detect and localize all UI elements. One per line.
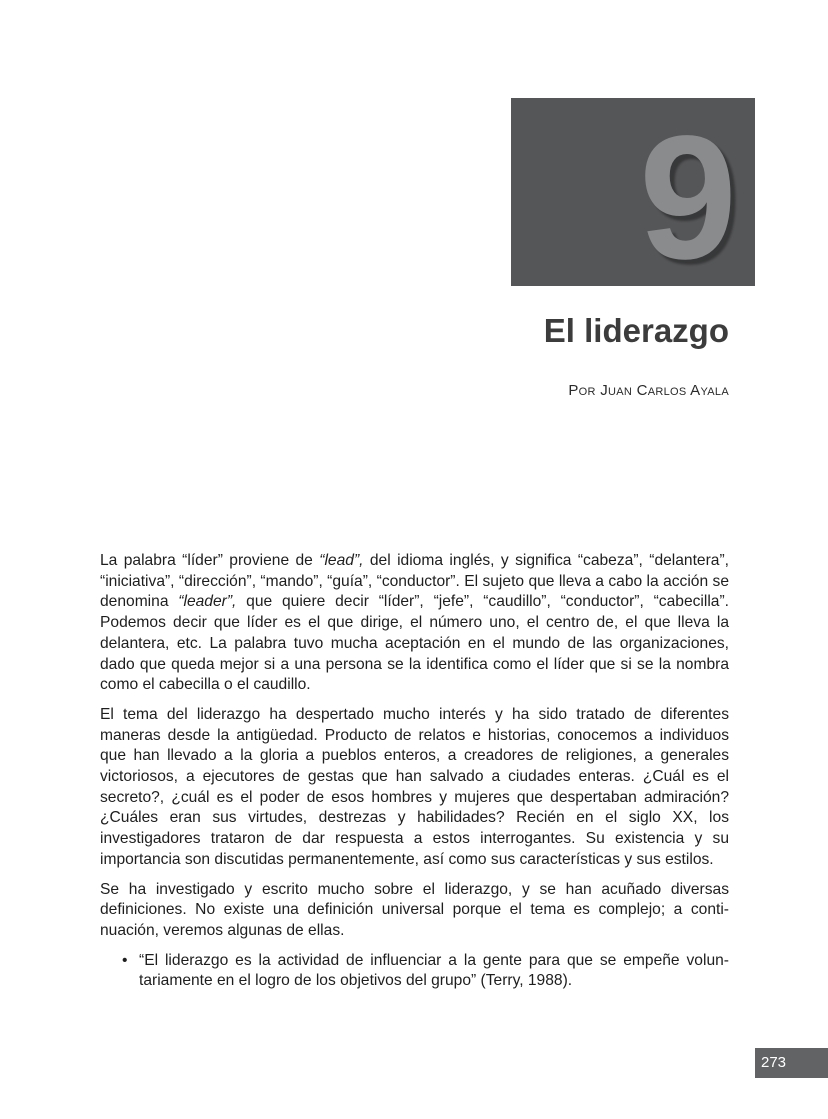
term-lead: “lead”, bbox=[319, 552, 364, 569]
chapter-title: El liderazgo bbox=[543, 312, 729, 349]
page-number: 273 bbox=[755, 1048, 828, 1078]
body-text bbox=[100, 551, 729, 992]
list-item: • “El liderazgo es la actividad de influenciar a la gente para que se empeñe voluntariamente en el logro de los objetivos del grupo” (Terry, 1988). bbox=[122, 951, 729, 992]
paragraph-3: Se ha investigado y escrito mucho sobre el liderazgo, y se han acuñado diversas definiciones. No existe una definición universal porque el tema es complejo; a continuación, veremos algunas de ellas. bbox=[100, 880, 729, 939]
paragraph-1 bbox=[100, 551, 729, 696]
definition-list bbox=[100, 951, 729, 992]
paragraph-1-text-b: del idioma inglés, y significa “cabeza”, “delantera”, “iniciativa”, “dirección”, “mando”, “guía”, “conductor”. El sujeto que lleva a cabo la acción se denomina bbox=[100, 552, 729, 611]
author-byline: Por Juan Carlos Ayala bbox=[568, 382, 729, 399]
paragraph-1-text-c: que quiere decir “líder”, “jefe”, “caudillo”, “conductor”, “cabecilla”. Podemos decir que líder es el que dirige, el número uno, el centro de, el que lleva la delantera, etc. La palabra tuvo mucha aceptación en el mundo de las organizaciones, dado que queda mejor si a una persona se la identifica como el líder que si se la nombra como el cabecilla o el caudillo. bbox=[100, 593, 729, 694]
paragraph-1-text-a: La palabra “líder” proviene de bbox=[100, 552, 320, 569]
term-leader: “leader”, bbox=[178, 593, 237, 611]
chapter-number: 9 bbox=[639, 100, 733, 286]
paragraph-2: El tema del liderazgo ha despertado mucho interés y ha sido tratado de diferentes maneras desde la antigüedad. Producto de relatos e historias, conocemos a individuos que han llevado a la gloria a pueblos enteros, a creadores de religiones, a generales victoriosos, a ejecutores de gestas que han salvado a ciudades enteras. ¿Cuál es el secreto?, ¿cuál es el poder de esos hombres y mujeres que despertaban admiración? ¿Cuáles eran sus virtudes, destrezas y habilidades? Recién en el siglo XX, los investigadores trataron de dar respuesta a estos interrogantes. Su existencia y su importancia son discutidas permanentemente, así como sus características y sus estilos. bbox=[100, 705, 729, 868]
chapter-number-box bbox=[511, 98, 755, 286]
